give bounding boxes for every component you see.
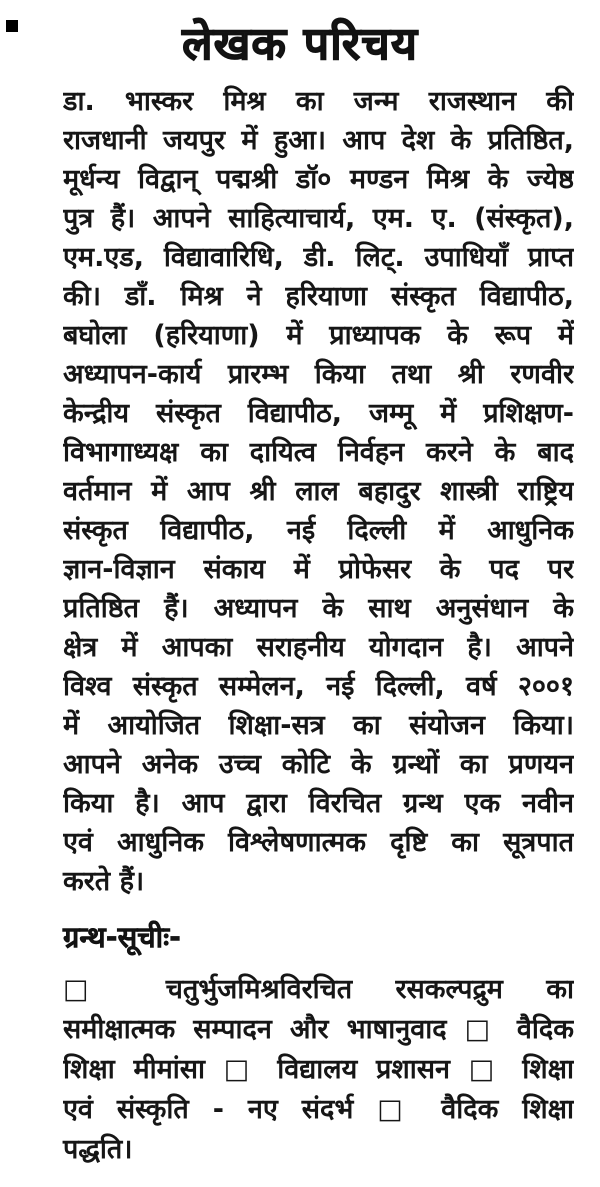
bio-line: अध्यापन-कार्य प्रारम्भ किया तथा श्री रणवीर — [63, 359, 574, 390]
bio-line: विभागाध्यक्ष का दायित्व निर्वहन करने के बाद — [63, 437, 574, 468]
bio-line: पुत्र हैं। आपने साहित्याचार्य, एम. ए. (संस्कृत), — [63, 203, 574, 234]
page-title: लेखक परिचय — [182, 17, 418, 70]
bio-line: एम.एड, विद्यावारिधि, डी. लिट्. उपाधियाँ प्राप्त — [63, 242, 574, 273]
scan-artifact-mark — [6, 20, 18, 32]
bio-line: डा. भास्कर मिश्र का जन्म राजस्थान की — [63, 86, 574, 117]
bio-line: संस्कृत विद्यापीठ, नई दिल्ली में आधुनिक — [63, 515, 574, 546]
page-body — [0, 72, 600, 1170]
bio-line: एवं आधुनिक विश्लेषणात्मक दृष्टि का सूत्रपात — [63, 827, 574, 858]
scanned-document-page — [0, 16, 600, 1187]
book-list-paragraph — [63, 970, 574, 1170]
author-bio-paragraph — [63, 82, 574, 901]
bio-line: ज्ञान-विज्ञान संकाय में प्रोफेसर के पद पर — [63, 554, 574, 585]
bio-line: बघोला (हरियाणा) में प्राध्यापक के रूप में — [63, 320, 574, 351]
bio-line: आपने अनेक उच्च कोटि के ग्रन्थों का प्रणयन — [63, 749, 574, 780]
bio-line: क्षेत्र में आपका सराहनीय योगदान है। आपने — [63, 632, 574, 663]
bio-line: मूर्धन्य विद्वान् पद्मश्री डॉ० मण्डन मिश्र के ज्येष्ठ — [63, 164, 574, 195]
book-list-line: शिक्षा मीमांसा □ विद्यालय प्रशासन □ शिक्षा — [63, 1054, 574, 1085]
bio-line: राजधानी जयपुर में हुआ। आप देश के प्रतिष्ठित, — [63, 125, 574, 156]
book-list-line: □ चतुर्भुजमिश्रविरचित रसकल्पद्रुम का — [63, 974, 574, 1005]
book-list-line: पद्धति। — [63, 1134, 133, 1165]
bio-line: वर्तमान में आप श्री लाल बहादुर शास्त्री राष्ट्रिय — [63, 476, 574, 507]
bio-line: केन्द्रीय संस्कृत विद्यापीठ, जम्मू में प्रशिक्षण- — [63, 398, 574, 429]
book-list-heading: ग्रन्थ-सूचीः- — [63, 920, 182, 954]
book-list-line: समीक्षात्मक सम्पादन और भाषानुवाद □ वैदिक — [63, 1014, 574, 1045]
bio-line: करते हैं। — [63, 866, 145, 897]
bio-line: प्रतिष्ठित हैं। अध्यापन के साथ अनुसंधान के — [63, 593, 574, 624]
bio-line: में आयोजित शिक्षा-सत्र का संयोजन किया। — [63, 710, 574, 741]
bio-line: विश्व संस्कृत सम्मेलन, नई दिल्ली, वर्ष २००१ — [63, 671, 574, 702]
bio-line: किया है। आप द्वारा विरचित ग्रन्थ एक नवीन — [63, 788, 574, 819]
book-list-line: एवं संस्कृति - नए संदर्भ □ वैदिक शिक्षा — [63, 1094, 574, 1125]
bio-line: की। डाँ. मिश्र ने हरियाणा संस्कृत विद्यापीठ, — [63, 281, 574, 312]
